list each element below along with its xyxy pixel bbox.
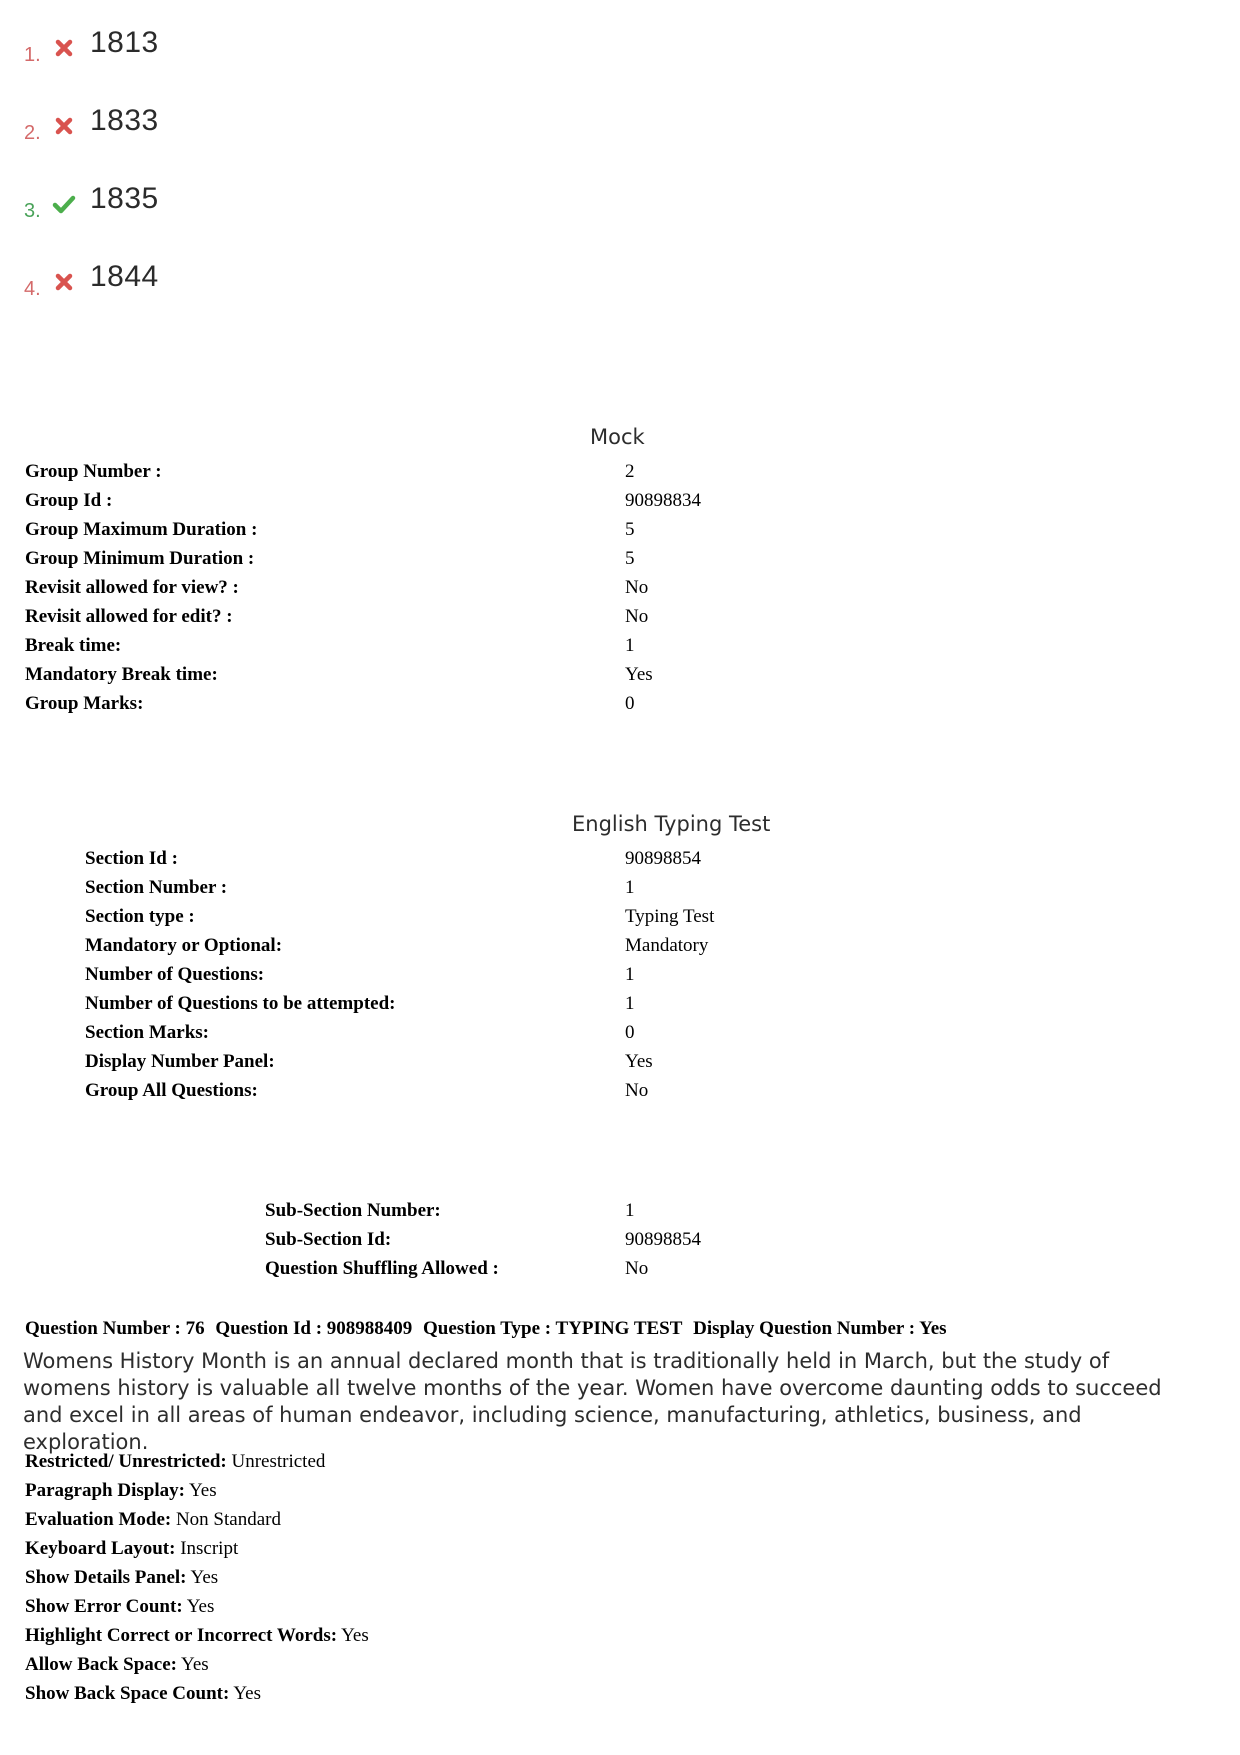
cross-icon (52, 114, 76, 138)
detail-key: Group Maximum Duration : (25, 519, 258, 540)
detail-row (85, 1051, 985, 1080)
detail-row (85, 1080, 985, 1109)
detail-key: Number of Questions to be attempted: (85, 993, 396, 1014)
detail-value: 90898834 (625, 490, 701, 511)
option-4 (22, 260, 182, 308)
property-value: Yes (188, 1480, 217, 1501)
property-value: Unrestricted (231, 1451, 326, 1472)
option-value: 1833 (90, 104, 159, 137)
detail-key: Sub-Section Id: (265, 1229, 392, 1250)
detail-key: Mandatory or Optional: (85, 935, 283, 956)
property-row (25, 1683, 369, 1712)
detail-value: 1 (625, 635, 635, 656)
detail-key: Group Number : (25, 461, 162, 482)
detail-key: Group Minimum Duration : (25, 548, 255, 569)
property-key: Show Error Count: (25, 1596, 183, 1617)
question-properties (25, 1451, 369, 1712)
detail-value: 1 (625, 993, 635, 1014)
detail-value: Yes (625, 664, 653, 685)
question-id: Question Id : 908988409 (215, 1318, 413, 1339)
detail-value: 0 (625, 693, 635, 714)
property-value: Non Standard (175, 1509, 281, 1530)
cross-icon (52, 36, 76, 60)
detail-row (265, 1229, 965, 1258)
detail-key: Revisit allowed for view? : (25, 577, 239, 598)
detail-value: No (625, 606, 649, 627)
detail-row (25, 635, 925, 664)
property-value: Inscript (180, 1538, 239, 1559)
property-value: Yes (233, 1683, 261, 1704)
detail-value: 90898854 (625, 848, 701, 869)
detail-row (25, 461, 925, 490)
option-1 (22, 26, 182, 74)
display-question-number: Display Question Number : Yes (693, 1318, 947, 1339)
detail-value: No (625, 1080, 649, 1101)
detail-key: Section type : (85, 906, 195, 927)
property-row (25, 1451, 369, 1480)
question-type: Question Type : TYPING TEST (423, 1318, 683, 1339)
detail-value: 1 (625, 877, 635, 898)
question-number: Question Number : 76 (25, 1318, 205, 1339)
property-key: Show Details Panel: (25, 1567, 187, 1588)
option-3 (22, 182, 182, 230)
property-key: Allow Back Space: (25, 1654, 177, 1675)
detail-key: Group Marks: (25, 693, 144, 714)
detail-value: 2 (625, 461, 635, 482)
detail-row (25, 577, 925, 606)
property-value: Yes (341, 1625, 369, 1646)
subsection-details (265, 1200, 965, 1287)
option-number: 4. (24, 278, 41, 300)
property-value: Yes (186, 1596, 215, 1617)
property-key: Keyboard Layout: (25, 1538, 176, 1559)
detail-value: Mandatory (625, 935, 709, 956)
property-key: Paragraph Display: (25, 1480, 185, 1501)
detail-row (85, 993, 985, 1022)
detail-key: Section Id : (85, 848, 178, 869)
property-row (25, 1567, 369, 1596)
detail-key: Break time: (25, 635, 122, 656)
option-number: 1. (24, 44, 41, 66)
detail-key: Revisit allowed for edit? : (25, 606, 233, 627)
detail-value: No (625, 577, 649, 598)
detail-row (25, 693, 925, 722)
detail-value: 90898854 (625, 1229, 701, 1250)
detail-row (85, 848, 985, 877)
detail-value: No (625, 1258, 649, 1279)
detail-row (265, 1200, 965, 1229)
detail-row (25, 548, 925, 577)
detail-row (25, 606, 925, 635)
detail-row (85, 1022, 985, 1051)
property-row (25, 1596, 369, 1625)
option-number: 3. (24, 200, 41, 222)
detail-key: Number of Questions: (85, 964, 265, 985)
group-title: Mock (590, 425, 645, 449)
property-row (25, 1480, 369, 1509)
detail-key: Section Number : (85, 877, 228, 898)
property-row (25, 1538, 369, 1567)
detail-key: Question Shuffling Allowed : (265, 1258, 499, 1279)
option-value: 1835 (90, 182, 159, 215)
detail-row (265, 1258, 965, 1287)
detail-row (85, 906, 985, 935)
section-details (85, 848, 985, 1109)
property-key: Show Back Space Count: (25, 1683, 230, 1704)
detail-row (25, 490, 925, 519)
property-value: Yes (181, 1654, 209, 1675)
detail-value: 1 (625, 1200, 635, 1221)
detail-key: Sub-Section Number: (265, 1200, 441, 1221)
detail-value: Yes (625, 1051, 653, 1072)
detail-row (25, 519, 925, 548)
detail-value: Typing Test (625, 906, 715, 927)
property-row (25, 1625, 369, 1654)
cross-icon (52, 270, 76, 294)
detail-key: Section Marks: (85, 1022, 210, 1043)
section-title: English Typing Test (572, 812, 771, 836)
detail-value: 5 (625, 519, 635, 540)
option-value: 1813 (90, 26, 159, 59)
detail-key: Mandatory Break time: (25, 664, 218, 685)
option-2 (22, 104, 182, 152)
question-header (25, 1318, 953, 1340)
detail-key: Display Number Panel: (85, 1051, 275, 1072)
detail-value: 1 (625, 964, 635, 985)
detail-row (85, 935, 985, 964)
property-row (25, 1509, 369, 1538)
detail-row (25, 664, 925, 693)
detail-row (85, 877, 985, 906)
check-icon (52, 192, 76, 216)
option-value: 1844 (90, 260, 159, 293)
detail-key: Group All Questions: (85, 1080, 258, 1101)
property-row (25, 1654, 369, 1683)
detail-value: 5 (625, 548, 635, 569)
detail-row (85, 964, 985, 993)
group-details (25, 461, 925, 722)
detail-value: 0 (625, 1022, 635, 1043)
option-number: 2. (24, 122, 41, 144)
property-key: Restricted/ Unrestricted: (25, 1451, 227, 1472)
property-key: Highlight Correct or Incorrect Words: (25, 1625, 338, 1646)
typing-passage: Womens History Month is an annual declared month that is traditionally held in March, but the study of womens history is valuable all twelve months of the year. Women have overcome daunting odds to succeed and excel in all areas of human endeavor, including science, manufacturing, athletics, business, and exploration. (23, 1349, 1162, 1454)
property-key: Evaluation Mode: (25, 1509, 172, 1530)
detail-key: Group Id : (25, 490, 113, 511)
property-value: Yes (190, 1567, 219, 1588)
